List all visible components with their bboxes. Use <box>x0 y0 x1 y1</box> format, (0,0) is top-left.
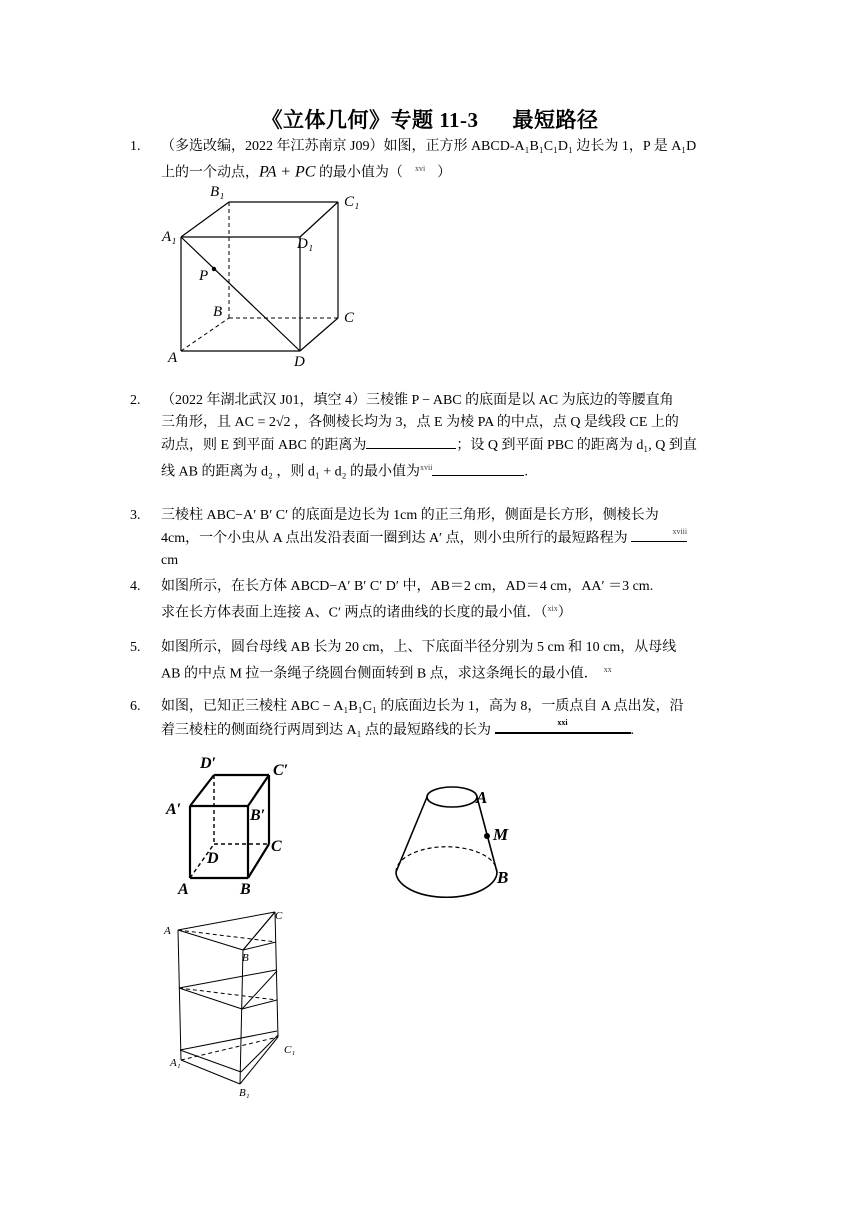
question-6-line1: 如图，已知正三棱柱 ABC − A₁B₁C₁ 的底面边长为 1，高为 8，一质点自 A 点出发，沿 <box>161 699 684 714</box>
question-5-line1: 如图所示，圆台母线 AB 长为 20 cm，上、下底面半径分别为 5 cm 和 10 cm，从母线 <box>161 640 677 655</box>
question-number: 4. <box>130 579 141 594</box>
question-1 <box>130 136 730 185</box>
answer-blank <box>366 434 456 449</box>
label-d: D <box>207 850 219 867</box>
question-4-line2: 求在长方体表面上连接 A、C′ 两点的诸曲线的长度的最小值．（$^{xix}$） <box>161 604 572 621</box>
question-2 <box>130 390 730 484</box>
footnote-ref: xvi <box>414 164 426 173</box>
label-c-prime: C′ <box>273 762 289 779</box>
label-p: P <box>199 268 209 284</box>
label-b1: B₁ <box>210 184 225 200</box>
question-2-line2: 三角形，且 AC = 2√2 ，各侧棱长均为 3，点 E 为棱 PA 的中点，点 Q 是线段 CE 上的 <box>161 415 679 430</box>
label-b: B <box>213 304 223 320</box>
label-b: B <box>240 881 251 898</box>
question-number: 1. <box>130 139 141 154</box>
figure-prism <box>160 904 310 1104</box>
question-3-line3: cm <box>161 553 179 568</box>
question-number: 2. <box>130 393 141 408</box>
question-1-line2: 上的一个动点，PA + PC 的最小值为（ $^{xvi}$ ） <box>161 163 452 181</box>
label-a: A <box>164 925 171 937</box>
question-6 <box>130 696 730 742</box>
title-sub: 最短路径 <box>512 108 599 132</box>
figure-frustum <box>380 780 540 910</box>
label-a: A <box>476 788 488 807</box>
title-main: 《立体几何》专题 11-3 <box>261 108 479 132</box>
label-d: D <box>294 354 305 370</box>
question-2-line1: （2022 年湖北武汉 J01，填空 4）三棱锥 P − ABC 的底面是以 AC 为底边的等腰直角 <box>161 393 674 408</box>
label-a1: A₁ <box>162 229 177 245</box>
page-title <box>0 104 860 134</box>
label-b1: B₁ <box>239 1087 250 1099</box>
footnote-ref: xvii <box>420 463 433 472</box>
label-b: B <box>497 868 509 887</box>
label-c1: C₁ <box>344 194 360 210</box>
question-number: 6. <box>130 699 141 714</box>
question-5-line2: AB 的中点 M 拉一条绳子绕圆台侧面转到 B 点，求这条绳长的最小值． $^{xx}$ <box>161 665 612 682</box>
question-1-line1: （多选改编，2022 年江苏南京 J09）如图，正方形 ABCD-A₁B₁C₁D₁ 边长为 1，P 是 A₁D <box>161 139 697 154</box>
question-6-line2: 着三棱柱的侧面绕行两周到达 A₁ 点的最短路线的长为 xxi . <box>161 718 730 742</box>
question-4-line1: 如图所示，在长方体 ABCD−A′ B′ C′ D′ 中，AB＝2 cm，AD＝4 cm，AA′ ＝3 cm. <box>161 579 654 594</box>
footnote-ref: xix <box>547 604 558 613</box>
label-a1: A₁ <box>170 1057 181 1069</box>
label-b: B <box>242 952 249 964</box>
question-number: 3. <box>130 508 141 523</box>
question-2-line4: 线 AB 的距离为 d₂ ，则 d₁ + d₂ 的最小值为$^{xvii}$ . <box>161 457 730 484</box>
question-3 <box>130 505 730 572</box>
label-a-prime: A′ <box>166 801 182 818</box>
footnote-ref: xx <box>603 665 612 674</box>
footnote-ref: xxi <box>557 718 568 727</box>
question-3-line1: 三棱柱 ABC−A′ B′ C′ 的底面是边长为 1cm 的正三角形，侧面是长方形，侧棱长为 <box>161 508 659 523</box>
question-2-line3: 动点，则 E 到平面 ABC 的距离为 ；设 Q 到平面 PBC 的距离为 d₁, Q 到直 <box>161 434 730 457</box>
question-number: 5. <box>130 640 141 655</box>
label-a: A <box>178 881 189 898</box>
label-m: M <box>493 825 509 844</box>
figure-cuboid <box>160 748 310 898</box>
label-a: A <box>168 350 178 366</box>
answer-blank <box>631 527 687 542</box>
answer-blank <box>495 718 631 734</box>
question-4 <box>130 576 730 625</box>
footnote-ref: xviii <box>672 527 688 536</box>
label-c: C <box>344 310 355 326</box>
label-c: C <box>275 910 283 922</box>
question-5 <box>130 637 730 686</box>
label-d1: D₁ <box>297 236 314 252</box>
expression: PA + PC <box>259 163 316 181</box>
label-c1: C₁ <box>284 1044 296 1056</box>
answer-blank <box>432 461 524 476</box>
label-b-prime: B′ <box>250 807 266 824</box>
label-c: C <box>271 838 282 855</box>
label-d-prime: D′ <box>200 755 217 772</box>
figure-cube-a1d <box>160 180 380 370</box>
question-3-line2: 4cm，一个小虫从 A 点出发沿表面一圈到达 A′ 点，则小虫所行的最短路程为 xviii <box>161 527 730 550</box>
